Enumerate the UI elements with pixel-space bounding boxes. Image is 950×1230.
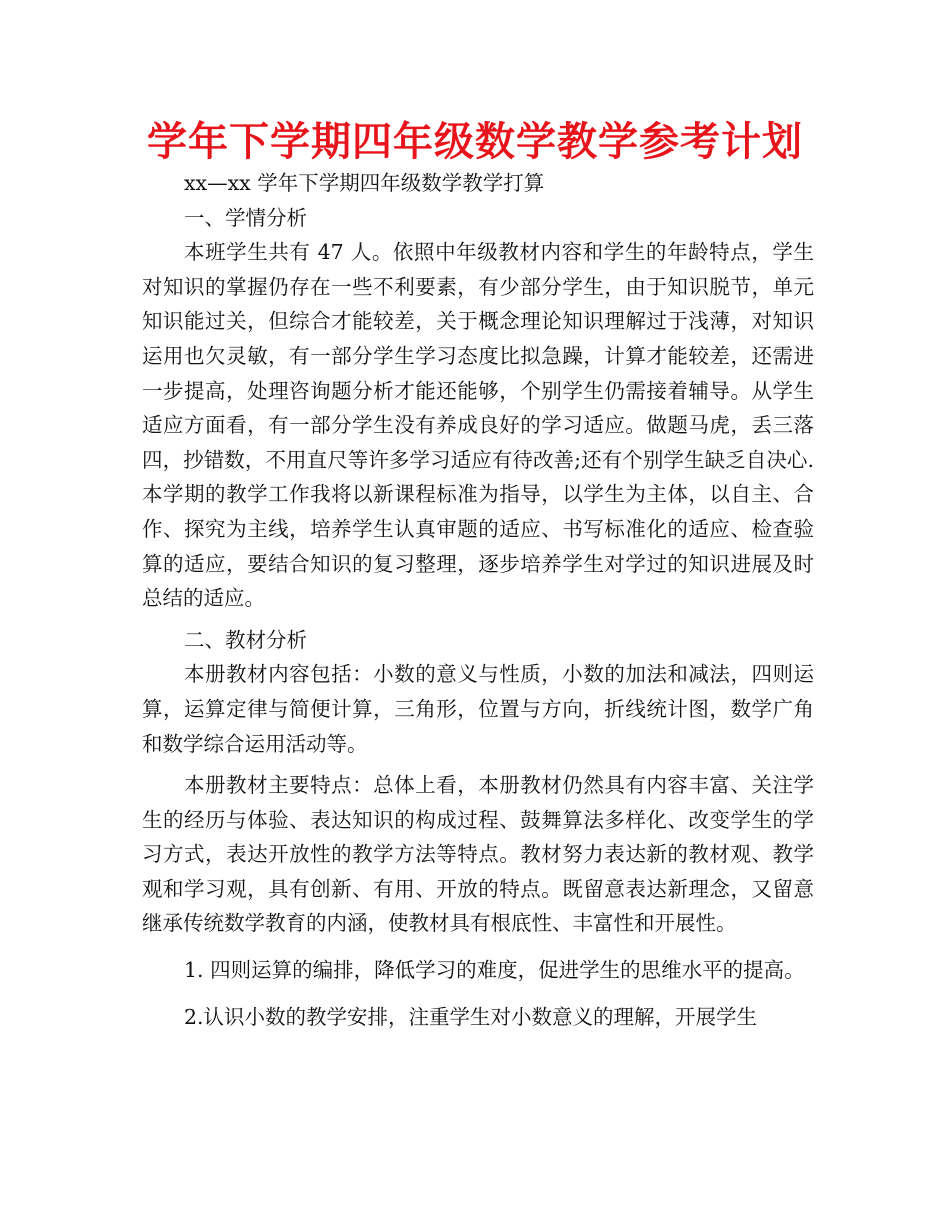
paragraph-textbook-features: 本册教材主要特点：总体上看，本册教材仍然具有内容丰富、关注学生的经历与体验、表达知识的构成过程、鼓舞算法多样化、改变学生的学习方式，表达开放性的教学方法等特点。教材努力表达新的教材观、教学观和学习观，具有创新、有用、开放的特点。既留意表达新理念，又留意继承传统数学教育的内涵，使教材具有根底性、丰富性和开展性。 xyxy=(142,773,814,936)
paragraph-textbook-content: 本册教材内容包括：小数的意义与性质，小数的加法和减法，四则运算，运算定律与简便计算，三角形，位置与方向，折线统计图，数学广角和数学综合运用活动等。 xyxy=(142,662,814,756)
document-subtitle: xx—xx 学年下学期四年级数学教学打算 xyxy=(184,171,545,195)
section-heading-textbook-analysis: 二、教材分析 xyxy=(184,627,307,652)
document-body xyxy=(142,166,814,1034)
list-item-decimals: 2.认识小数的教学安排，注重学生对小数意义的理解，开展学生 xyxy=(184,1004,758,1029)
document-title: 学年下学期四年级数学教学参考计划 xyxy=(147,119,803,165)
list-item-arithmetic: 1. 四则运算的编排，降低学习的难度，促进学生的思维水平的提高。 xyxy=(184,958,805,983)
paragraph-learning-analysis: 本班学生共有 47 人。依照中年级教材内容和学生的年龄特点，学生对知识的掌握仍存在一些不利要素，有少部分学生，由于知识脱节，单元知识能过关，但综合才能较差，关于概念理论知识理解过于浅薄，对知识运用也欠灵敏，有一部分学生学习态度比拟急躁，计算才能较差，还需进一步提高，处理咨询题分析才能还能够，个别学生仍需接着辅导。从学生适应方面看，有一部分学生没有养成良好的学习适应。做题马虎，丢三落四，抄错数，不用直尺等许多学习适应有待改善;还有个别学生缺乏自决心.本学期的教学工作我将以新课程标准为指导，以学生为主体，以自主、合作、探究为主线，培养学生认真审题的适应、书写标准化的适应、检查验算的适应，要结合知识的复习整理，逐步培养学生对学过的知识进展及时总结的适应。 xyxy=(142,240,814,611)
section-heading-learning-analysis: 一、学情分析 xyxy=(184,205,307,230)
